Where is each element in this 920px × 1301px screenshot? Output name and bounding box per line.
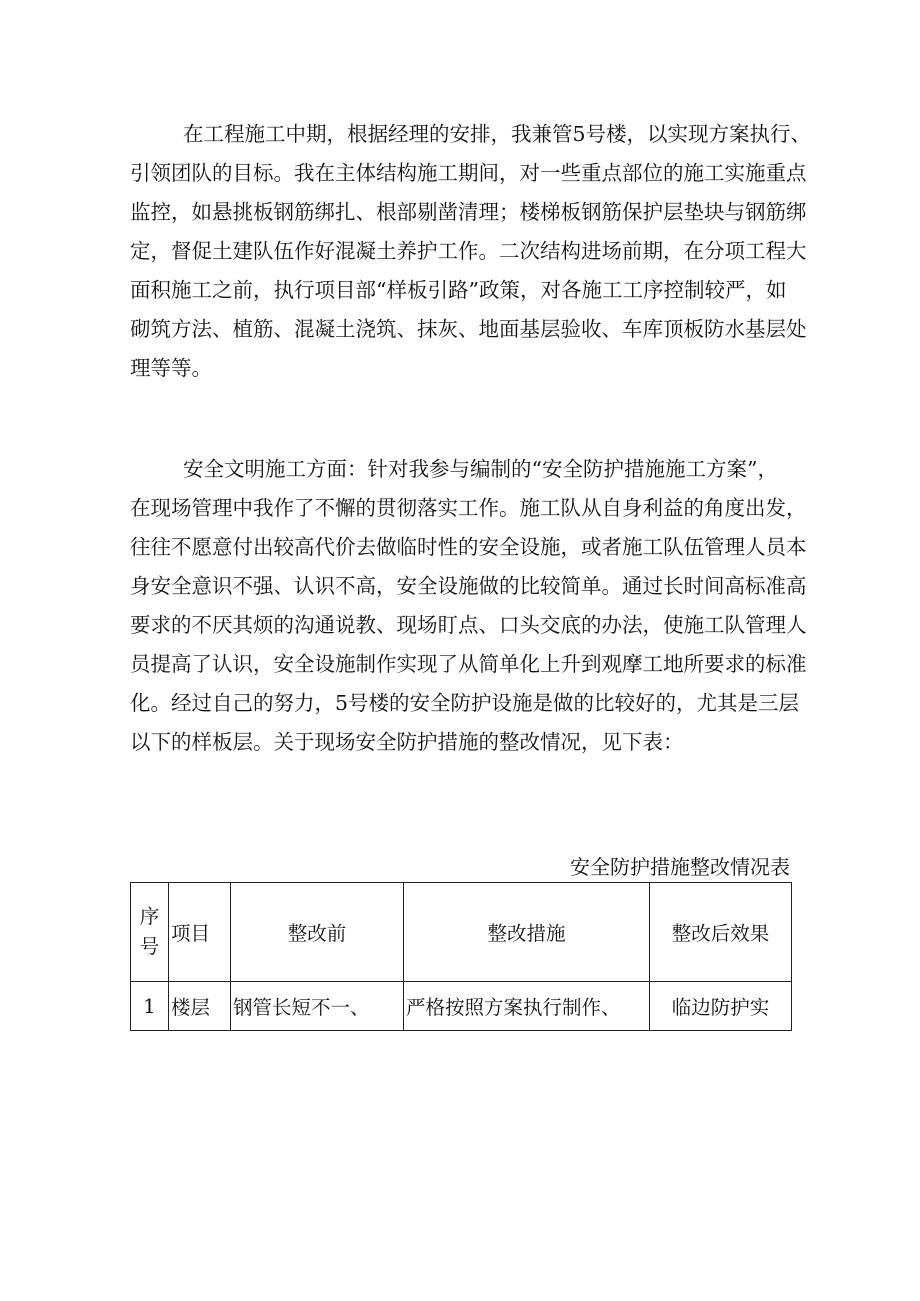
rectification-table — [130, 882, 792, 1031]
paragraph-line: 面积施工之前，执行项目部“样板引路”政策，对各施工工序控制较严，如 — [130, 278, 787, 302]
paragraph-line: 引领团队的目标。我在主体结构施工期间，对一些重点部位的施工实施重点 — [130, 161, 807, 185]
table-header-row — [131, 883, 792, 982]
paragraph-line: 在工程施工中期，根据经理的安排，我兼管5号楼，以实现方案执行、 — [183, 122, 812, 146]
header-cell-effect: 整改后效果 — [650, 883, 792, 982]
header-cell-measures: 整改措施 — [404, 883, 650, 982]
cell-before: 钢管长短不一、 — [231, 982, 404, 1031]
paragraph-safety-civilized-construction — [130, 450, 807, 762]
table-title: 安全防护措施整改情况表 — [570, 855, 790, 879]
paragraph-line: 以下的样板层。关于现场安全防护措施的整改情况，见下表： — [130, 730, 684, 754]
paragraph-line: 监控，如悬挑板钢筋绑扎、根部剔凿清理；楼梯板钢筋保护层垫块与钢筋绑 — [130, 200, 807, 224]
paragraph-line: 在现场管理中我作了不懈的贯彻落实工作。施工队从自身利益的角度出发， — [130, 496, 807, 520]
paragraph-line: 要求的不厌其烦的沟通说教、现场盯点、口头交底的办法，使施工队管理人 — [130, 613, 807, 637]
header-no-bottom: 号 — [139, 935, 160, 958]
paragraph-line: 身安全意识不强、认识不高，安全设施做的比较简单。通过长时间高标准高 — [130, 574, 807, 598]
paragraph-line: 定，督促土建队伍作好混凝土养护工作。二次结构进场前期，在分项工程大 — [130, 239, 807, 263]
header-cell-item: 项目 — [169, 883, 231, 982]
paragraph-line: 安全文明施工方面：针对我参与编制的“安全防护措施施工方案”， — [183, 457, 778, 481]
paragraph-line: 化。经过自己的努力，5号楼的安全防护设施是做的比较好的，尤其是三层 — [130, 691, 800, 715]
paragraph-line: 砌筑方法、植筋、混凝土浇筑、抹灰、地面基层验收、车库顶板防水基层处 — [130, 317, 807, 341]
paragraph-line: 员提高了认识，安全设施制作实现了从简单化上升到观摩工地所要求的标准 — [130, 652, 807, 676]
header-no-top: 序 — [139, 905, 160, 928]
header-cell-before: 整改前 — [231, 883, 404, 982]
paragraph-line: 往往不愿意付出较高代价去做临时性的安全设施，或者施工队伍管理人员本 — [130, 535, 807, 559]
cell-item: 楼层 — [169, 982, 231, 1031]
cell-measures: 严格按照方案执行制作、 — [404, 982, 650, 1031]
paragraph-construction-mid-phase — [130, 115, 812, 388]
paragraph-line: 理等等。 — [130, 356, 212, 380]
cell-effect: 临边防护实 — [650, 982, 792, 1031]
table-row — [131, 982, 792, 1031]
header-cell-no — [131, 883, 169, 982]
cell-no: 1 — [131, 982, 169, 1031]
